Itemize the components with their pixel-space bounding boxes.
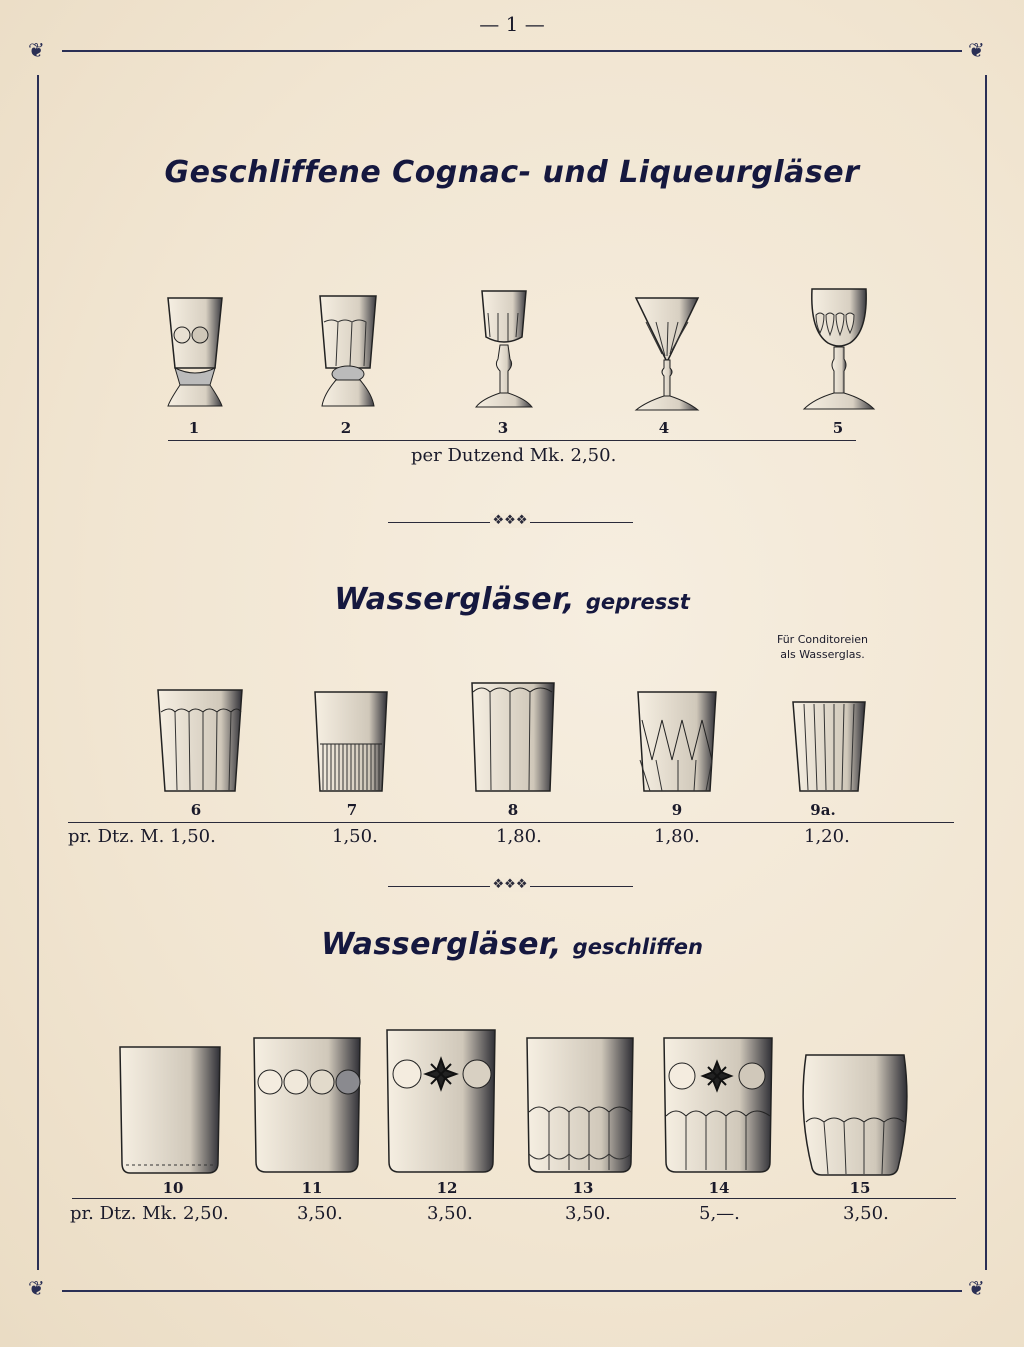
glass-number: 9 bbox=[671, 801, 683, 819]
glass-number: 15 bbox=[849, 1179, 871, 1197]
glass-number: 9a. bbox=[810, 801, 836, 819]
section3-title bbox=[0, 927, 1024, 962]
price-label: 3,50. bbox=[297, 1203, 343, 1224]
water-glass-icon bbox=[790, 700, 868, 794]
corner-ornament-icon: ❦ bbox=[28, 1276, 45, 1300]
frame-left bbox=[37, 75, 39, 1270]
section3-rule bbox=[72, 1198, 956, 1199]
separator-ornament-icon: ❖❖❖ bbox=[490, 877, 530, 892]
cognac-glass-icon bbox=[160, 290, 230, 415]
section1-title bbox=[0, 155, 1024, 190]
section3-title-text: Wassergläser, bbox=[321, 927, 562, 962]
glass-number: 14 bbox=[708, 1179, 730, 1197]
glass-number: 2 bbox=[340, 419, 352, 437]
water-glass-icon bbox=[155, 688, 245, 794]
price-label: pr. Dtz. Mk. 2,50. bbox=[70, 1203, 229, 1224]
price-label: 3,50. bbox=[427, 1203, 473, 1224]
frame-bottom bbox=[62, 1290, 962, 1292]
cognac-glass-icon bbox=[312, 290, 384, 415]
section2-subtitle: gepresst bbox=[585, 590, 690, 614]
price-label: 1,80. bbox=[654, 826, 700, 847]
section1-title-text: Geschliffene Cognac- und Liqueurgläser bbox=[164, 155, 860, 190]
frame-top bbox=[62, 50, 962, 52]
section1-price: per Dutzend Mk. 2,50. bbox=[411, 445, 617, 466]
glass-number: 8 bbox=[507, 801, 519, 819]
section2-title-text: Wassergläser, bbox=[334, 582, 575, 617]
section2-rule bbox=[68, 822, 954, 823]
section2-title bbox=[0, 582, 1024, 617]
frame-right bbox=[985, 75, 987, 1270]
note-line: Für Conditoreien bbox=[776, 633, 869, 646]
glass-number: 3 bbox=[497, 419, 509, 437]
section3-subtitle: geschliffen bbox=[572, 935, 703, 959]
section2-note bbox=[770, 632, 875, 662]
corner-ornament-icon: ❦ bbox=[968, 38, 985, 62]
liqueur-glass-icon bbox=[472, 285, 536, 415]
page-number: — 1 — bbox=[479, 12, 545, 36]
price-label: 1,20. bbox=[804, 826, 850, 847]
corner-ornament-icon: ❦ bbox=[968, 1276, 985, 1300]
price-label: 3,50. bbox=[565, 1203, 611, 1224]
price-label: 1,80. bbox=[496, 826, 542, 847]
corner-ornament-icon: ❦ bbox=[28, 38, 45, 62]
section1-rule bbox=[168, 440, 856, 441]
water-glass-icon bbox=[662, 1036, 774, 1176]
price-label: 1,50. bbox=[332, 826, 378, 847]
water-glass-icon bbox=[525, 1036, 635, 1176]
water-glass-icon bbox=[385, 1028, 497, 1176]
price-label: 5,—. bbox=[699, 1203, 740, 1224]
glass-number: 5 bbox=[832, 419, 844, 437]
water-glass-icon bbox=[312, 690, 390, 794]
water-glass-icon bbox=[802, 1052, 908, 1178]
water-glass-icon bbox=[252, 1036, 362, 1176]
water-glass-icon bbox=[118, 1045, 222, 1177]
water-glass-icon bbox=[636, 690, 718, 794]
glass-number: 11 bbox=[301, 1179, 323, 1197]
water-glass-icon bbox=[470, 680, 556, 794]
glass-number: 12 bbox=[436, 1179, 458, 1197]
liqueur-glass-icon bbox=[802, 285, 876, 415]
liqueur-glass-icon bbox=[632, 292, 702, 415]
glass-number: 6 bbox=[190, 801, 202, 819]
glass-number: 10 bbox=[162, 1179, 184, 1197]
price-label: pr. Dtz. M. 1,50. bbox=[68, 826, 216, 847]
glass-number: 4 bbox=[658, 419, 670, 437]
glass-number: 7 bbox=[346, 801, 358, 819]
glass-number: 1 bbox=[188, 419, 200, 437]
note-line: als Wasserglas. bbox=[780, 648, 865, 661]
separator-ornament-icon: ❖❖❖ bbox=[490, 513, 530, 528]
glass-number: 13 bbox=[572, 1179, 594, 1197]
price-label: 3,50. bbox=[843, 1203, 889, 1224]
